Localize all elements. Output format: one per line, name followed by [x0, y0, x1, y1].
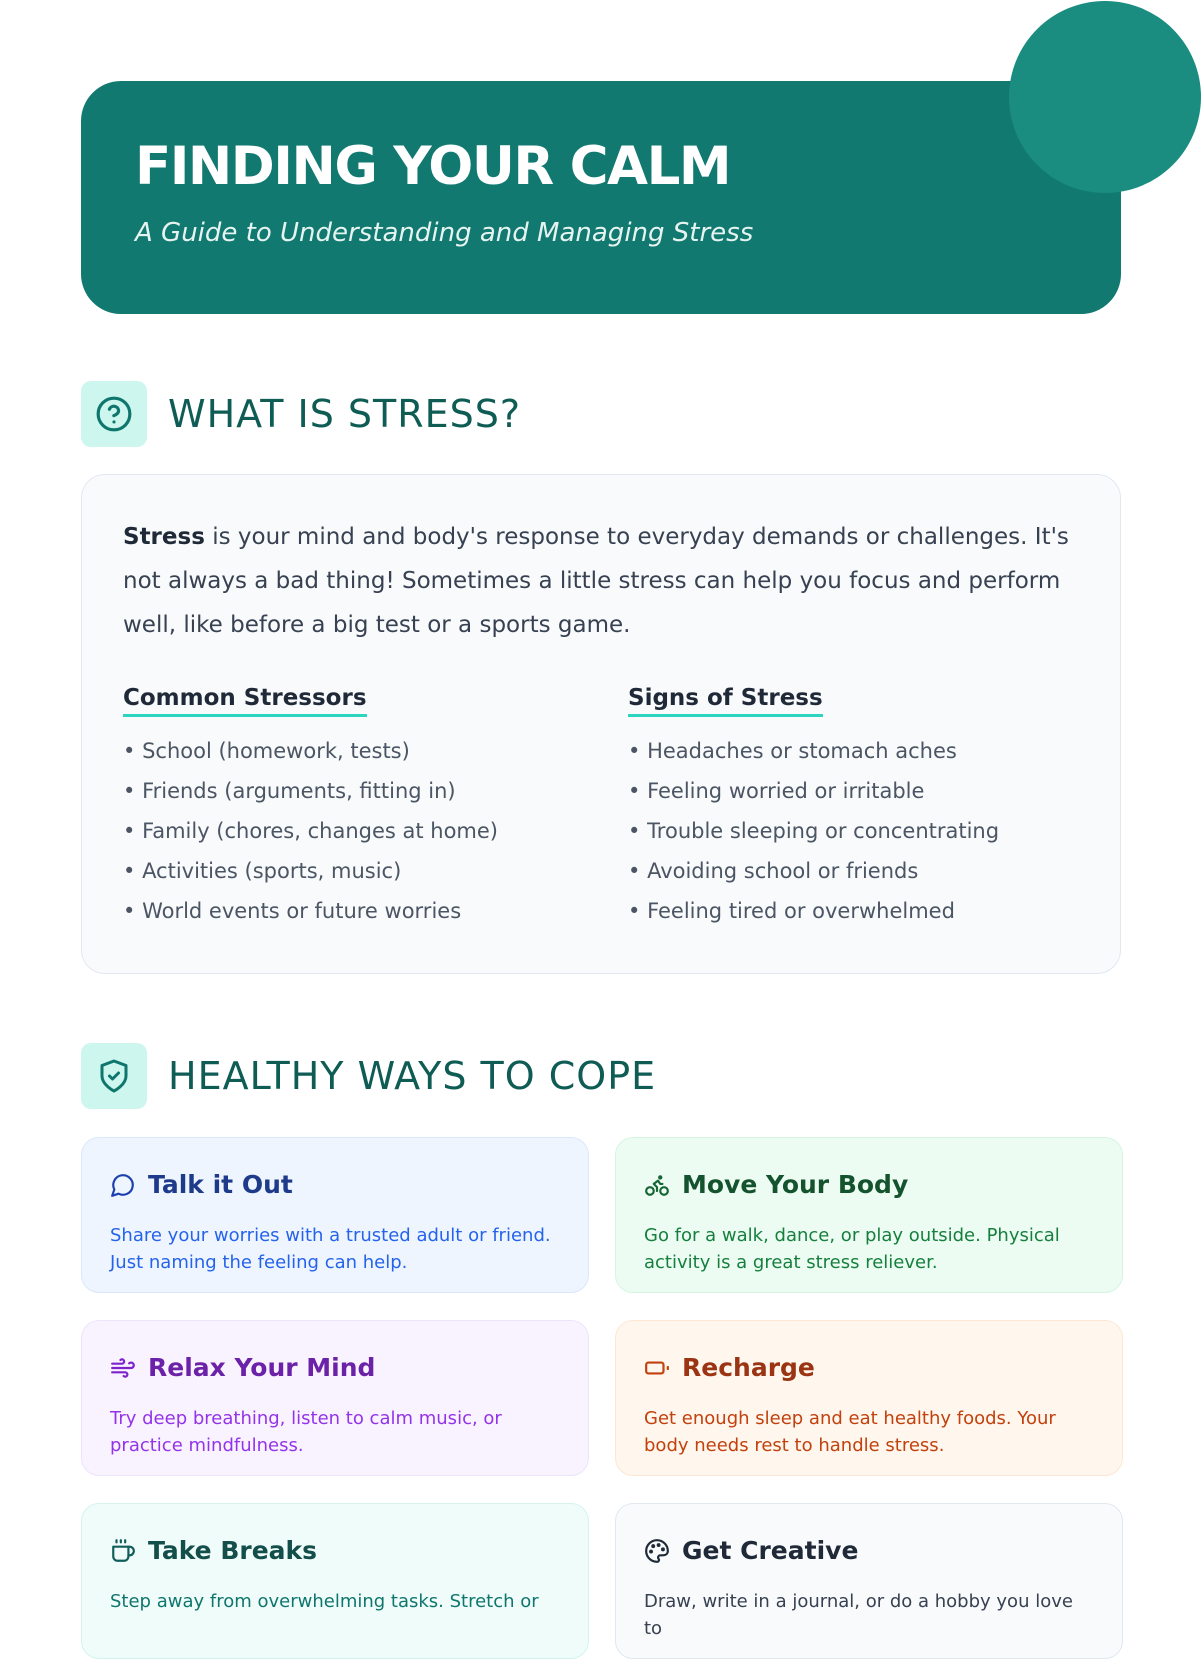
list-item: • Friends (arguments, fitting in)	[123, 771, 498, 811]
cope-card-move	[615, 1137, 1123, 1293]
cope-card-talk	[81, 1137, 589, 1293]
section-header-coping	[81, 1043, 656, 1109]
stress-info-card	[81, 474, 1121, 974]
list-item: • Headaches or stomach aches	[628, 731, 999, 771]
cope-card-relax	[81, 1320, 589, 1476]
intro-bold-term: Stress	[123, 524, 205, 550]
list-item: • Avoiding school or friends	[628, 851, 999, 891]
list-item: • School (homework, tests)	[123, 731, 498, 771]
intro-text: is your mind and body's response to everyday demands or challenges. It's not always a bad thing! Sometimes a little stress can help you focus and perform well, like before a big test or a sports game.	[123, 524, 1069, 638]
cope-card-text: Share your worries with a trusted adult or friend. Just naming the feeling can help.	[110, 1225, 551, 1273]
battery-icon	[643, 1354, 671, 1382]
cope-card-title: Talk it Out	[148, 1170, 293, 1199]
wind-icon	[109, 1354, 137, 1382]
page-title: FINDING YOUR CALM	[135, 136, 731, 197]
cope-card-title: Relax Your Mind	[148, 1353, 376, 1382]
signs-list	[628, 731, 999, 931]
coffee-cup-icon	[109, 1537, 137, 1565]
cope-card-title: Take Breaks	[148, 1536, 318, 1565]
list-item: • Trouble sleeping or concentrating	[628, 811, 999, 851]
section-title: HEALTHY WAYS TO COPE	[168, 1054, 657, 1098]
cope-card-text: Get enough sleep and eat healthy foods. Your body needs rest to handle stress.	[644, 1408, 1056, 1456]
cope-card-text: Go for a walk, dance, or play outside. Physical activity is a great stress reliever.	[644, 1225, 1060, 1273]
cope-card-text: Draw, write in a journal, or do a hobby you love to	[644, 1591, 1073, 1639]
list-item: • Activities (sports, music)	[123, 851, 498, 891]
list-item: • World events or future worries	[123, 891, 498, 931]
cope-card-text: Step away from overwhelming tasks. Stretch or	[110, 1591, 539, 1612]
list-item: • Feeling tired or overwhelmed	[628, 891, 999, 931]
list-item: • Family (chores, changes at home)	[123, 811, 498, 851]
cope-card-breaks	[81, 1503, 589, 1659]
signs-column	[628, 685, 999, 931]
page-subtitle: A Guide to Understanding and Managing Stress	[135, 218, 754, 248]
bike-icon	[643, 1171, 671, 1199]
speech-bubble-icon	[109, 1171, 137, 1199]
section-header-what-is-stress	[81, 381, 521, 447]
cope-card-creative	[615, 1503, 1123, 1659]
cope-card-text: Try deep breathing, listen to calm music, or practice mindfulness.	[110, 1408, 502, 1456]
stress-intro	[123, 515, 1083, 647]
shield-check-icon	[81, 1043, 147, 1109]
question-circle-icon	[81, 381, 147, 447]
hero-banner	[81, 81, 1121, 314]
cope-card-title: Recharge	[682, 1353, 815, 1382]
cope-card-title: Get Creative	[682, 1536, 859, 1565]
cope-card-recharge	[615, 1320, 1123, 1476]
stressors-column	[123, 685, 498, 931]
list-item: • Feeling worried or irritable	[628, 771, 999, 811]
section-title: WHAT IS STRESS?	[168, 392, 522, 436]
palette-icon	[643, 1537, 671, 1565]
decorative-circle	[1009, 1, 1201, 193]
stressors-list	[123, 731, 498, 931]
cope-card-title: Move Your Body	[682, 1170, 909, 1199]
signs-heading: Signs of Stress	[628, 685, 823, 717]
stressors-heading: Common Stressors	[123, 685, 367, 717]
